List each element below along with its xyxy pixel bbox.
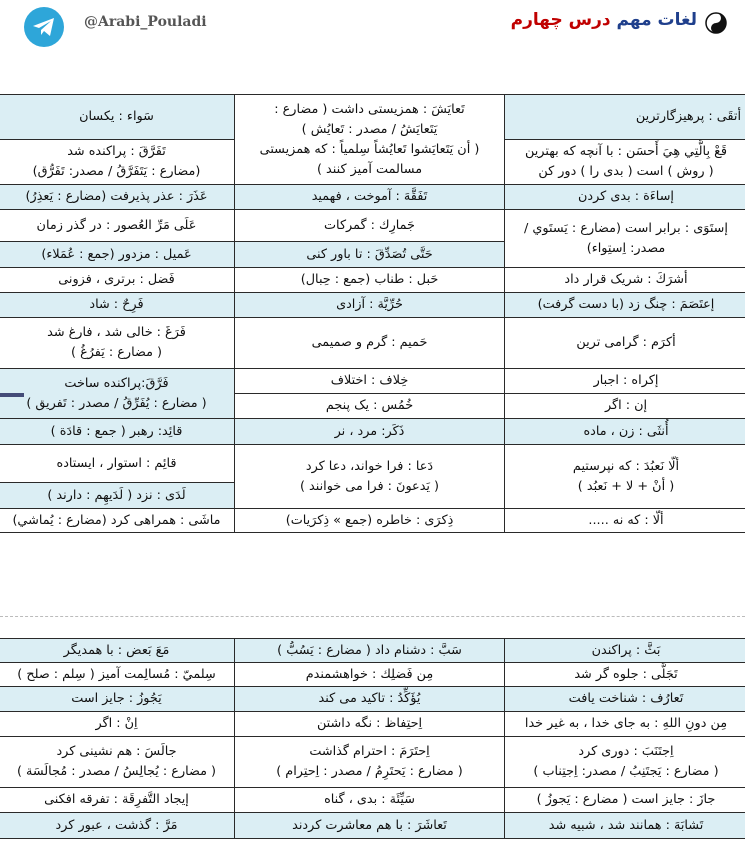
- vocab-cell: [235, 712, 505, 737]
- table-row: [0, 95, 745, 140]
- cell-text: بَثَّ : پراکندن: [591, 642, 661, 658]
- table-row: [0, 687, 745, 712]
- vocab-cell: [0, 813, 235, 839]
- cell-text: يُؤَكِّدُ : تاکید می کند: [318, 691, 421, 706]
- vocab-cell: [505, 419, 745, 445]
- cell-text: (مضارع : يَتَفَرَّقُ / مصدر: تَفَرُّق): [32, 164, 201, 179]
- cell-text: اِنْ : اگر: [95, 716, 138, 731]
- table-row: [0, 210, 745, 242]
- cell-text: ( روش ) است ( بدی را ) دور کن: [538, 164, 714, 179]
- vocab-cell: [235, 268, 505, 293]
- yin-yang-icon: [705, 12, 727, 34]
- vocab-cell: [235, 788, 505, 813]
- cell-text: فَضل : برتری ، فزونی: [58, 272, 175, 287]
- cell-text: ( يَدعونَ : فرا می خوانند ): [299, 478, 440, 494]
- cell-text: مِن فَضلِك : خواهشمندم: [305, 666, 434, 682]
- cell-text: حَبل : طناب (جمع : حِبال): [300, 272, 439, 287]
- cell-text: اِحتَرَمَ : احترام گذاشت: [309, 744, 430, 759]
- decoration-mark: [0, 393, 24, 397]
- table-row: [0, 419, 745, 445]
- cell-text: حُرِّيَّة : آزادی: [336, 297, 403, 312]
- cell-text: مسالمت آمیز کنند ): [316, 161, 423, 177]
- vocab-cell: [235, 369, 505, 394]
- section-divider: [0, 616, 745, 617]
- table-row: [0, 293, 745, 318]
- cell-text: قَعْ بِالَّتِي هِيَ أَحسَن : با آنچه که بهترین: [524, 144, 728, 159]
- vocab-cell: [0, 445, 235, 483]
- cell-text: جالَسَ : هم نشینی کرد: [56, 744, 177, 759]
- cell-text: ذِكرَى : خاطره (جمع » ذِكرَيات): [285, 512, 454, 528]
- cell-text: ذَكَر: مرد ، نر: [334, 423, 405, 439]
- table-row: [0, 268, 745, 293]
- cell-text: ( أن يَتَعايَشوا تَعايُشاً سِلمياً : که همزیستی: [259, 141, 480, 157]
- vocab-cell: [0, 369, 235, 419]
- vocab-cell: [505, 509, 745, 533]
- vocab-cell: [235, 185, 505, 210]
- cell-text: مَرَّ : گذشت ، عبور کرد: [55, 817, 178, 833]
- title-main: لغات مهم: [616, 10, 697, 30]
- cell-text: قائِد: رهبر ( جمع : قادَة ): [50, 423, 183, 439]
- vocab-cell: [235, 509, 505, 533]
- vocab-cell: [505, 185, 745, 210]
- cell-text: تَجَلَّى : جلوه گر شد: [574, 666, 678, 682]
- table-row: [0, 185, 745, 210]
- channel-handle[interactable]: @Arabi_Pouladi: [84, 14, 207, 30]
- cell-text: إيجاد التَّفرِقَة : تفرقه افکنی: [44, 792, 189, 807]
- vocab-cell: [0, 509, 235, 533]
- vocab-cell: [235, 210, 505, 242]
- cell-text: لَدَى : نزد ( لَدَيهِم : دارند ): [47, 487, 186, 503]
- cell-text: عَذَرَ : عذر پذیرفت (مضارع : يَعذِرُ): [25, 189, 208, 204]
- cell-text: سَبَّ : دشنام داد ( مضارع : يَسُبُّ ): [277, 642, 462, 658]
- vocab-cell: [505, 293, 745, 318]
- table-row: [0, 369, 745, 394]
- cell-text: تَشابَهَ : همانند شد ، شبیه شد: [548, 817, 704, 833]
- vocab-cell: [235, 419, 505, 445]
- vocab-cell: [505, 268, 745, 293]
- vocab-cell: [505, 737, 745, 788]
- cell-text: إساءَة : بدی کردن: [578, 189, 674, 204]
- vocab-cell: [0, 687, 235, 712]
- cell-text: عَلَى مَرِّ العُصور : در گذر زمان: [36, 217, 197, 233]
- page-header: [0, 0, 745, 52]
- vocab-cell: [235, 293, 505, 318]
- vocab-cell: [235, 639, 505, 663]
- cell-text: سَواء : يكسان: [79, 109, 154, 124]
- vocab-cell: [0, 737, 235, 788]
- vocab-cell: [505, 210, 745, 268]
- cell-text: جَمارِك : گمرکات: [324, 217, 415, 233]
- vocab-cell: [235, 394, 505, 419]
- vocab-cell: [0, 242, 235, 268]
- cell-text: ألّا نَعبُدَ : که نپرستیم: [572, 458, 680, 474]
- vocab-cell: [235, 242, 505, 268]
- vocab-cell: [0, 268, 235, 293]
- vocab-cell: [505, 712, 745, 737]
- cell-text: فَرَغَ : خالی شد ، فارغ شد: [47, 325, 186, 340]
- cell-text: إن : اگر: [604, 398, 648, 413]
- cell-text: أُنثَى : زن ، ماده: [583, 423, 669, 439]
- vocab-cell: [505, 687, 745, 712]
- cell-text: ألّا : که نه .....: [588, 512, 664, 528]
- cell-text: مَعَ بَعض : با همدیگر: [63, 642, 170, 658]
- cell-text: تَعاشَرَ : با هم معاشرت کردند: [292, 817, 447, 833]
- cell-text: إكراه : اجبار: [593, 373, 659, 388]
- vocab-cell: [505, 445, 745, 509]
- table-row: [0, 509, 745, 533]
- page-title: [511, 10, 697, 30]
- vocab-cell: [0, 318, 235, 369]
- cell-text: يَجُوزُ : جایز است: [71, 691, 162, 706]
- vocab-cell: [505, 95, 745, 140]
- vocab-cell: [0, 788, 235, 813]
- cell-text: أشرَكَ : شریک قرار داد: [564, 272, 688, 287]
- cell-text: سَيِّئَة : بدی ، گناه: [324, 792, 415, 807]
- table-row: [0, 788, 745, 813]
- cell-text: ماشَى : همراهی کرد (مضارع : يُماشي): [12, 512, 221, 528]
- vocab-cell: [505, 369, 745, 394]
- vocab-table-1: [0, 94, 745, 533]
- vocab-table-2: [0, 638, 745, 839]
- cell-text: فَرِحٌ : شاد: [89, 297, 144, 312]
- cell-text: ( مضارع : يُفَرِّقُ / مصدر : تَفريق ): [26, 395, 207, 411]
- vocab-cell: [0, 210, 235, 242]
- vocab-cell: [505, 663, 745, 687]
- vocab-cell: [235, 737, 505, 788]
- vocab-cell: [235, 813, 505, 839]
- cell-text: قائِم : استوار ، ایستاده: [56, 455, 177, 471]
- vocab-cell: [0, 483, 235, 509]
- vocab-cell: [235, 663, 505, 687]
- cell-text: حَتَّى تُصَدِّقَ : تا باور کنی: [306, 246, 433, 262]
- vocab-cell: [0, 419, 235, 445]
- vocab-cell: [0, 185, 235, 210]
- cell-text: سِلميّ : مُسالِمت آمیز ( سِلم : صلح ): [17, 666, 216, 682]
- table-row: [0, 663, 745, 687]
- table-row: [0, 318, 745, 369]
- title-sub: درس چهارم: [510, 10, 611, 30]
- vocab-cell: [505, 788, 745, 813]
- vocab-cell: [235, 95, 505, 185]
- cell-text: إعتَصَمَ : چنگ زد (با دست گرفت): [537, 297, 715, 312]
- cell-text: مصدر: اِستِواء): [586, 240, 666, 256]
- table-row: [0, 712, 745, 737]
- cell-text: عَميل : مزدور (جمع : عُمَلاء): [41, 246, 192, 262]
- table-row: [0, 737, 745, 788]
- cell-text: تَفَقَّهَ : آموخت ، فهمید: [311, 189, 428, 204]
- vocab-cell: [505, 813, 745, 839]
- vocab-cell: [0, 639, 235, 663]
- cell-text: اِحتِفاظ : نگه داشتن: [316, 716, 423, 731]
- telegram-icon[interactable]: [24, 7, 64, 47]
- table-row: [0, 445, 745, 483]
- vocab-cell: [235, 687, 505, 712]
- cell-text: دَعا : فرا خواند، دعا کرد: [305, 458, 434, 474]
- vocab-cell: [0, 95, 235, 140]
- vocab-cell: [505, 639, 745, 663]
- vocab-cell: [0, 663, 235, 687]
- cell-text: خِلاف : اختلاف: [330, 373, 409, 388]
- cell-text: خُمُس : یک پنجم: [325, 398, 414, 413]
- cell-text: تَعایَشَ : همزیستی داشت ( مضارع :: [274, 101, 465, 117]
- cell-text: ( مضارع : يَجتَنِبُ / مصدر: اِجتِناب ): [533, 764, 719, 779]
- vocab-cell: [505, 318, 745, 369]
- cell-text: حَميم : گرم و صمیمی: [311, 335, 428, 350]
- cell-text: ( مضارع : يَفرُغُ ): [71, 345, 162, 360]
- table-row: [0, 813, 745, 839]
- cell-text: تَفَرَّقَ : پراکنده شد: [67, 144, 166, 159]
- cell-text: ( مضارع : يُجالِسُ / مصدر : مُجالَسَة ): [16, 764, 217, 779]
- table-row: [0, 639, 745, 663]
- vocab-cell: [0, 712, 235, 737]
- vocab-cell: [235, 445, 505, 509]
- cell-text: ( أنْ + لا + نَعبُد ): [577, 478, 675, 494]
- cell-text: مِن دونِ اللهِ : به جای خدا ، به غیر خدا: [524, 716, 728, 731]
- vocab-cell: [0, 293, 235, 318]
- vocab-cell: [505, 394, 745, 419]
- vocab-cell: [0, 140, 235, 185]
- cell-text: اِجتَنَبَ : دوری کرد: [578, 744, 674, 759]
- cell-text: فَرَّقَ:پراکنده ساخت: [64, 375, 169, 391]
- cell-text: تَعارُف : شناخت یافت: [568, 691, 684, 706]
- cell-text: أكرَم : گرامی ترین: [576, 335, 676, 350]
- vocab-cell: [505, 140, 745, 185]
- cell-text: أتقَى : پرهیزگارترین: [635, 109, 741, 124]
- vocab-cell: [235, 318, 505, 369]
- cell-text: جازَ : جایز است ( مضارع : يَجوزُ ): [536, 792, 716, 807]
- cell-text: يَتَعايَشُ / مصدر : تَعايُش ): [301, 121, 438, 137]
- cell-text: ( مضارع : يَحتَرِمُ / مصدر : اِحتِرام ): [276, 764, 463, 779]
- cell-text: إستَوَى : برابر است (مضارع : يَستَوي /: [524, 220, 728, 236]
